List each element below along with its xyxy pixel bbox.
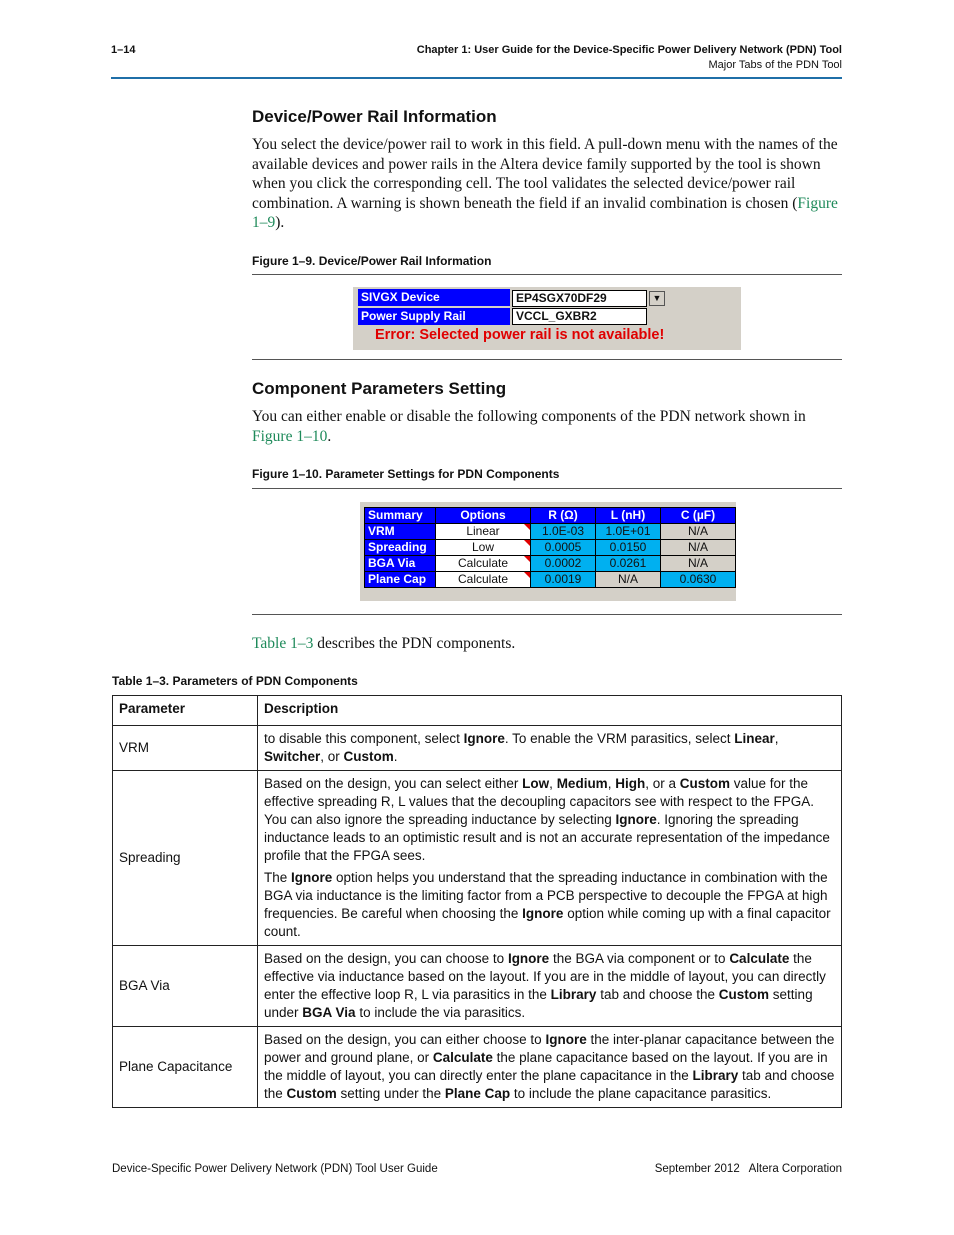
grid-row	[365, 572, 736, 588]
option-select[interactable]: Calculate	[436, 572, 531, 588]
error-message: Error: Selected power rail is not available!	[375, 327, 665, 343]
parameter-grid	[364, 507, 736, 588]
description-cell: Based on the design, you can select either Low, Medium, High, or a Custom value for the effective spreading R, L values that the decoupling capacitors see with respect to the FPGA. You can also ignore the spreading inductance by selecting Ignore. Ignoring the spreading inductance leads to an optimistic result and is not an accurate representation of the impedance profile that the FPGA sees. The Ignore option helps you understand that the spreading inductance in combination with the BGA via inductance is the limiting factor from a PCB perspective to decouple the FPGA at high frequencies. Be careful when choosing the Ignore option while coming up with a final capacitor count.	[258, 771, 842, 946]
l-value[interactable]: 0.0150	[596, 540, 661, 556]
table-row	[113, 946, 842, 1027]
grid-header: C (µF)	[661, 508, 736, 524]
footer-title: Device-Specific Power Delivery Network (PDN) Tool User Guide	[112, 1163, 438, 1175]
table-ref-text: describes the PDN components.	[313, 635, 516, 652]
table-row	[113, 1027, 842, 1108]
description-cell: to disable this component, select Ignore. To enable the VRM parasitics, select Linear, Switcher, or Custom.	[258, 726, 842, 771]
r-value[interactable]: 0.0005	[531, 540, 596, 556]
component-name: Plane Cap	[365, 572, 436, 588]
chevron-down-icon[interactable]: ▼	[649, 291, 665, 306]
parameter-cell: VRM	[113, 726, 258, 771]
page-number: 1–14	[111, 44, 136, 56]
figure-rule-bottom	[252, 614, 842, 615]
component-name: BGA Via	[365, 556, 436, 572]
description-cell: Based on the design, you can either choose to Ignore the inter-planar capacitance between the power and ground plane, or Calculate the plane capacitance based on the layout. If you are in the middle of layout, you can directly enter the plane capacitance in the Library tab and choose the Custom setting under the Plane Cap to include the plane capacitance parasitics.	[258, 1027, 842, 1108]
table-reference	[252, 634, 844, 654]
body-text: You can either enable or disable the following components of the PDN network shown in	[252, 408, 806, 425]
section-body-component-params	[252, 407, 844, 446]
body-text-end: .	[327, 427, 332, 445]
c-value: N/A	[661, 524, 736, 540]
section-body-device-power	[252, 135, 844, 233]
section-heading-device-power: Device/Power Rail Information	[252, 107, 497, 126]
section-heading-component-params: Component Parameters Setting	[252, 379, 507, 398]
table-link[interactable]: Table 1–3	[252, 635, 314, 652]
component-name: VRM	[365, 524, 436, 540]
table-row	[113, 771, 842, 946]
r-value[interactable]: 0.0002	[531, 556, 596, 572]
c-value: N/A	[661, 556, 736, 572]
c-value[interactable]: 0.0630	[661, 572, 736, 588]
table-header-row	[113, 696, 842, 726]
option-select[interactable]: Linear	[436, 524, 531, 540]
figure-rule-top	[252, 274, 842, 275]
header-rule	[111, 77, 842, 79]
figure-link[interactable]: Figure 1–10	[252, 427, 328, 445]
l-value[interactable]: 1.0E+01	[596, 524, 661, 540]
power-rail-label: Power Supply Rail	[358, 308, 510, 325]
power-rail-select[interactable]: VCCL_GXBR2	[512, 308, 647, 325]
column-header-description: Description	[258, 696, 842, 726]
device-label: SIVGX Device	[358, 289, 510, 306]
table-row	[113, 726, 842, 771]
device-power-rail-panel	[353, 287, 741, 350]
description-cell: Based on the design, you can choose to Ignore the BGA via component or to Calculate the effective via inductance based on the layout. If you are in the middle of layout, you can directly enter the effective loop R, L via parasitics in the Library tab and choose the Custom setting under BGA Via to include the via parasitics.	[258, 946, 842, 1027]
figure-rule-bottom	[252, 359, 842, 360]
parameter-cell: BGA Via	[113, 946, 258, 1027]
table-caption: Table 1–3. Parameters of PDN Components	[112, 674, 358, 688]
parameter-cell: Plane Capacitance	[113, 1027, 258, 1108]
parameter-cell: Spreading	[113, 771, 258, 946]
component-name: Spreading	[365, 540, 436, 556]
footer-date-company: September 2012 Altera Corporation	[654, 1163, 842, 1175]
column-header-parameter: Parameter	[113, 696, 258, 726]
body-text-end: ).	[275, 214, 285, 232]
subsection-title: Major Tabs of the PDN Tool	[708, 59, 842, 71]
device-select[interactable]: EP4SGX70DF29	[512, 290, 647, 307]
r-value[interactable]: 0.0019	[531, 572, 596, 588]
r-value[interactable]: 1.0E-03	[531, 524, 596, 540]
body-text: You select the device/power rail to work in this field. A pull-down menu with the names of the available devices and power rails in the Altera device family supported by the tool is shown when you click the corresponding cell. The tool validates the selected device/power rail combination. A warning is shown beneath the field if an invalid combination is chosen (	[252, 136, 838, 212]
c-value: N/A	[661, 540, 736, 556]
grid-header: Summary	[365, 508, 436, 524]
figure-link[interactable]: Figure 1–9	[252, 194, 838, 232]
grid-header: L (nH)	[596, 508, 661, 524]
grid-header: Options	[436, 508, 531, 524]
option-select[interactable]: Calculate	[436, 556, 531, 572]
pdn-parameter-panel	[360, 502, 736, 601]
option-select[interactable]: Low	[436, 540, 531, 556]
grid-header: R (Ω)	[531, 508, 596, 524]
figure-caption: Figure 1–10. Parameter Settings for PDN Components	[252, 467, 560, 481]
figure-rule-top	[252, 488, 842, 489]
l-value: N/A	[596, 572, 661, 588]
grid-row	[365, 556, 736, 572]
grid-row	[365, 540, 736, 556]
l-value[interactable]: 0.0261	[596, 556, 661, 572]
grid-row	[365, 524, 736, 540]
chapter-title: Chapter 1: User Guide for the Device-Specific Power Delivery Network (PDN) Tool	[416, 44, 842, 56]
figure-caption: Figure 1–9. Device/Power Rail Information	[252, 254, 492, 268]
parameters-table	[112, 695, 842, 1108]
